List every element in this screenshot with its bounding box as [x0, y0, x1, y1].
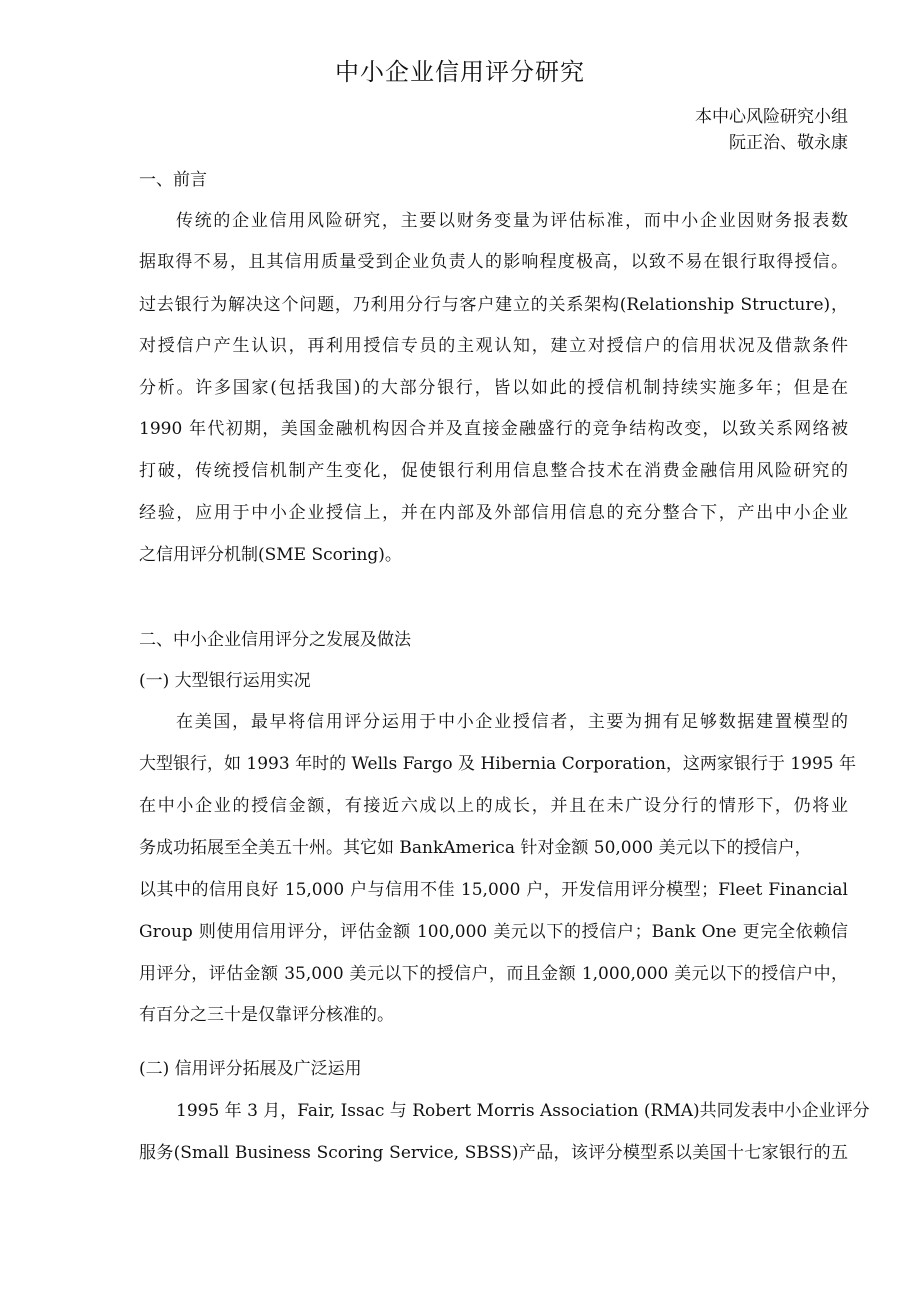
document-title: 中小企业信用评分研究 [335, 58, 585, 86]
paragraph-line: 对授信户产生认识，再利用授信专员的主观认知，建立对授信户的信用状况及借款条件 [139, 336, 848, 356]
paragraph-line: 1995 年 3 月，Fair, Issac 与 Robert Morris Association (RMA)共同发表中小企业评分 [176, 1101, 870, 1121]
paragraph-line: 传统的企业信用风险研究，主要以财务变量为评估标准，而中小企业因财务报表数 [176, 211, 848, 231]
subsection-heading: (一) 大型银行运用实况 [139, 671, 311, 691]
paragraph-line: 用评分，评估金额 35,000 美元以下的授信户，而且金额 1,000,000 美元以下的授信户中， [139, 964, 848, 984]
paragraph-line: 据取得不易，且其信用质量受到企业负责人的影响程度极高，以致不易在银行取得授信。 [139, 252, 848, 272]
paragraph-line: 在中小企业的授信金额，有接近六成以上的成长，并且在未广设分行的情形下，仍将业 [139, 796, 848, 816]
section-heading: 一、前言 [139, 170, 207, 190]
paragraph-line: 务成功拓展至全美五十州。其它如 BankAmerica 针对金额 50,000 美元以下的授信户， [139, 838, 812, 858]
paragraph-line: 以其中的信用良好 15,000 户与信用不佳 15,000 户，开发信用评分模型；Fleet Financial [139, 880, 848, 900]
paragraph-line: 大型银行，如 1993 年时的 Wells Fargo 及 Hibernia Corporation，这两家银行于 1995 年 [139, 754, 856, 774]
author-organization: 本中心风险研究小组 [695, 107, 848, 127]
section-heading: 二、中小企业信用评分之发展及做法 [139, 630, 411, 650]
paragraph-line: 经验，应用于中小企业授信上，并在内部及外部信用信息的充分整合下，产出中小企业 [139, 503, 848, 523]
paragraph-line: 打破，传统授信机制产生变化，促使银行利用信息整合技术在消费金融信用风险研究的 [139, 461, 848, 481]
paragraph-line: 之信用评分机制(SME Scoring)。 [139, 545, 402, 565]
paragraph-line: Group 则使用信用评分，评估金额 100,000 美元以下的授信户；Bank One 更完全依赖信 [139, 922, 848, 942]
paragraph-line: 过去银行为解决这个问题，乃利用分行与客户建立的关系架构(Relationship Structure)， [139, 295, 848, 315]
paragraph-line: 有百分之三十是仅靠评分核准的。 [139, 1005, 394, 1025]
author-names: 阮正治、敬永康 [729, 133, 848, 153]
paragraph-line: 分析。许多国家(包括我国)的大部分银行，皆以如此的授信机制持续实施多年；但是在 [139, 378, 848, 398]
paragraph-line: 在美国，最早将信用评分运用于中小企业授信者，主要为拥有足够数据建置模型的 [176, 712, 848, 732]
paragraph-line: 1990 年代初期，美国金融机构因合并及直接金融盛行的竞争结构改变，以致关系网络被 [139, 419, 848, 439]
paragraph-line: 服务(Small Business Scoring Service, SBSS)产品，该评分模型系以美国十七家银行的五 [139, 1143, 848, 1163]
subsection-heading: (二) 信用评分拓展及广泛运用 [139, 1059, 362, 1079]
